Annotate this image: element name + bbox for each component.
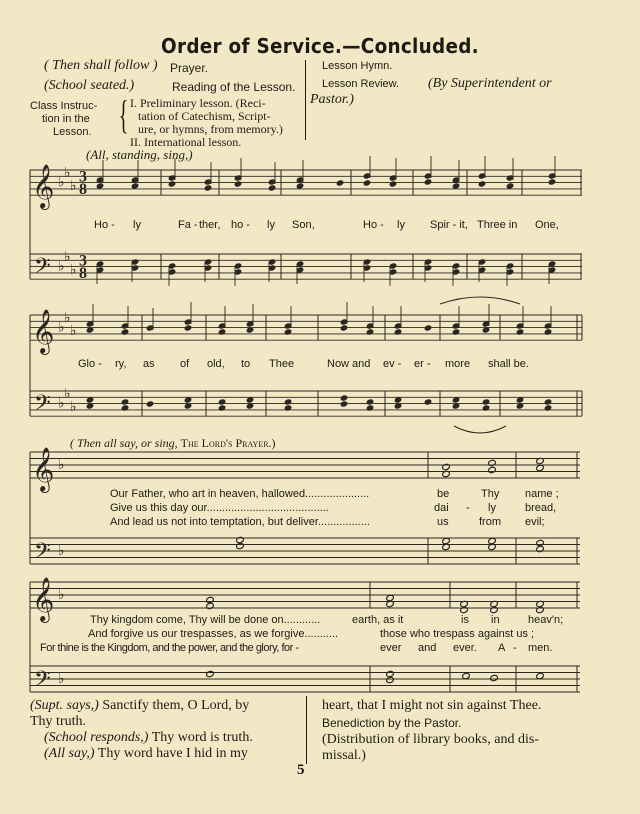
- chant1-c2-1: -: [466, 502, 470, 514]
- hymn-direction: (All, standing, sing,): [86, 147, 193, 162]
- closing-left-4: [44, 746, 248, 762]
- class-label-3: Lesson.: [53, 126, 92, 138]
- svg-text:♭: ♭: [58, 319, 65, 336]
- lyric-syllable: ly: [133, 219, 141, 231]
- chant1-c3-0: us: [437, 516, 449, 528]
- closing-left-2: Thy truth.: [30, 714, 86, 729]
- lyric-syllable: Ho -: [363, 219, 384, 231]
- svg-text:♭: ♭: [64, 310, 71, 327]
- svg-text:♭: ♭: [58, 174, 65, 191]
- page-number: 5: [297, 762, 305, 778]
- chant1-c1-0: be: [437, 488, 450, 500]
- lyric-syllable: Ho -: [94, 219, 115, 231]
- lyric-syllable: Now and: [327, 358, 371, 370]
- svg-text:𝄢: 𝄢: [34, 539, 51, 569]
- class-item-3: ure, or hymns, from memory.): [138, 122, 283, 136]
- svg-text:8: 8: [79, 265, 87, 283]
- svg-text:𝄞: 𝄞: [32, 164, 55, 209]
- svg-text:3: 3: [79, 252, 87, 270]
- lyric-syllable: Fa -: [178, 219, 198, 231]
- chant1-c3-2: evil;: [525, 516, 545, 528]
- svg-text:♭: ♭: [58, 395, 65, 412]
- chant2-line1b: earth, as it: [352, 614, 404, 626]
- chant1-line3: And lead us not into temptation, but deliver.................: [110, 516, 370, 528]
- svg-text:𝄢: 𝄢: [34, 391, 51, 422]
- svg-text:♭: ♭: [58, 543, 65, 559]
- closing-right-4: missal.): [322, 748, 366, 763]
- lyric-syllable: Son,: [292, 219, 315, 231]
- prayer-direction: [70, 436, 276, 451]
- prayer-direction-a: ( Then all say, or sing,: [70, 436, 178, 450]
- lyric-syllable: Thee: [269, 358, 295, 370]
- chant2-l1c-2: heav'n;: [528, 614, 564, 626]
- svg-text:♭: ♭: [64, 165, 71, 182]
- chant2-l3b-1: and: [418, 642, 437, 654]
- svg-text:♭: ♭: [70, 398, 77, 415]
- chant1-c2-2: ly: [488, 502, 496, 514]
- chant1-c2-0: dai: [434, 502, 449, 514]
- svg-text:♭: ♭: [58, 587, 65, 603]
- lyric-syllable: ry,: [115, 358, 127, 370]
- closing-divider: [306, 696, 307, 764]
- school-seated: (School seated.): [44, 78, 135, 93]
- class-item-2: tation of Catechism, Script-: [138, 109, 271, 123]
- prayer-label: Prayer.: [170, 61, 209, 75]
- class-label-1: Class Instruc-: [30, 100, 98, 112]
- supt-says: (Supt. says,): [30, 698, 99, 713]
- svg-text:♭: ♭: [58, 457, 65, 473]
- word-is-truth: Thy word is truth.: [151, 730, 253, 745]
- then-shall-follow: ( Then shall follow ): [44, 58, 158, 73]
- chant2-l3b-2: ever.: [453, 642, 477, 654]
- chant2-line2: And forgive us our trespasses, as we forgive...........: [88, 628, 339, 640]
- lesson-review: Lesson Review.: [322, 78, 400, 90]
- lyric-syllable: Spir - it,: [430, 219, 468, 231]
- class-item-1: I. Preliminary lesson. (Reci-: [130, 96, 266, 110]
- chant1-line1: Our Father, who art in heaven, hallowed.....................: [110, 488, 370, 500]
- lyric-syllable: ther,: [199, 219, 221, 231]
- closing-right-1: heart, that I might not sin against Thee.: [322, 698, 542, 713]
- school-responds: (School responds,): [44, 730, 149, 745]
- lyric-syllable: shall be.: [488, 358, 529, 370]
- word-hid: Thy word have I hid in my: [97, 746, 248, 761]
- chant1-c3-1: from: [479, 516, 501, 528]
- chant2-line1: Thy kingdom come, Thy will be done on............: [90, 614, 321, 626]
- chant1-c1-2: name ;: [525, 488, 559, 500]
- closing-left-1: [30, 698, 249, 714]
- lyric-syllable: as: [143, 358, 155, 370]
- lyric-syllable: to: [241, 358, 251, 370]
- lyric-syllable: er -: [414, 358, 431, 370]
- pastor: Pastor.): [310, 92, 354, 107]
- svg-text:3: 3: [79, 168, 87, 186]
- chant2-l1c-0: is: [461, 614, 469, 626]
- svg-text:𝄢: 𝄢: [34, 254, 51, 285]
- chant2-line3: For thine is the Kingdom, and the power, and the glory, for -: [40, 642, 299, 654]
- class-label-2: tion in the: [42, 113, 90, 125]
- closing-left-3: [44, 730, 253, 746]
- svg-text:♭: ♭: [70, 261, 77, 278]
- lyric-syllable: One,: [535, 219, 559, 231]
- class-item-4: II. International lesson.: [130, 135, 242, 149]
- svg-text:𝄞: 𝄞: [32, 447, 55, 491]
- prayer-direction-b: The Lord's Prayer.): [180, 436, 276, 450]
- chant2-l1c-1: in: [491, 614, 500, 626]
- lyric-syllable: ho -: [231, 219, 250, 231]
- brace-icon: {: [118, 92, 129, 137]
- svg-text:♭: ♭: [70, 177, 77, 194]
- page-title: Order of Service.—Concluded.: [161, 34, 479, 58]
- benediction: Benediction by the Pastor.: [322, 716, 462, 730]
- lyric-syllable: ev -: [383, 358, 402, 370]
- lyric-syllable: Three in: [477, 219, 518, 231]
- chant2-l3b-5: men.: [528, 642, 553, 654]
- chant1-line2: Give us this day our........................................: [110, 502, 329, 514]
- svg-text:♭: ♭: [58, 258, 65, 275]
- chant1-c2-3: bread,: [525, 502, 557, 514]
- lyric-syllable: ly: [397, 219, 405, 231]
- svg-text:𝄞: 𝄞: [32, 577, 55, 621]
- chant2-l3b-0: ever: [380, 642, 402, 654]
- chant2-line2b: those who trespass against us ;: [380, 628, 535, 640]
- lyric-syllable: old,: [207, 358, 225, 370]
- lyric-syllable: ly: [267, 219, 275, 231]
- svg-text:♭: ♭: [64, 249, 71, 266]
- sanctify: Sanctify them, O Lord, by: [102, 698, 250, 713]
- lyric-syllable: of: [180, 358, 190, 370]
- svg-text:♭: ♭: [70, 322, 77, 339]
- lyric-syllable: Glo -: [78, 358, 102, 370]
- chant2-l3b-3: A: [498, 642, 506, 654]
- chant1-c1-1: Thy: [481, 488, 500, 500]
- lesson-hymn: Lesson Hymn.: [322, 60, 393, 72]
- by-superintendent: (By Superintendent or: [428, 76, 552, 91]
- closing-right-3: (Distribution of library books, and dis-: [322, 732, 539, 747]
- all-say: (All say,): [44, 746, 95, 761]
- reading-label: Reading of the Lesson.: [172, 80, 296, 94]
- svg-text:♭: ♭: [58, 671, 65, 687]
- lyric-syllable: more: [445, 358, 471, 370]
- svg-text:8: 8: [79, 181, 87, 199]
- svg-text:♭: ♭: [64, 386, 71, 403]
- chant2-l3b-4: -: [513, 642, 517, 654]
- svg-text:𝄢: 𝄢: [34, 667, 51, 697]
- svg-text:𝄞: 𝄞: [32, 309, 55, 354]
